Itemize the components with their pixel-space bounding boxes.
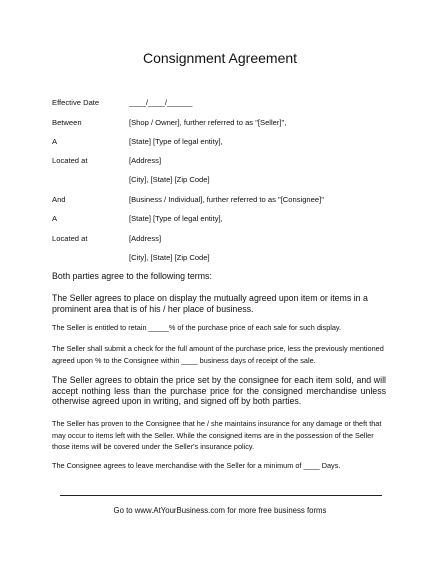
field-value-effective-date: ____/____/______ bbox=[129, 98, 193, 107]
document-title: Consignment Agreement bbox=[142, 50, 298, 66]
clause-insurance: The Seller has proven to the Consignee that he / she maintains insurance for any damage or theft that may occur to items left with the Seller. While the consigned items are in the possession of the Seller those items will be covered under the Seller's insurance policy. bbox=[52, 419, 382, 451]
field-label-a-consignee: A bbox=[52, 214, 58, 223]
field-value-seller-city: [City], [State] [Zip Code] bbox=[129, 175, 210, 184]
field-label-a-seller: A bbox=[52, 137, 58, 146]
field-value-seller-entity: [State] [Type of legal entity], bbox=[129, 137, 223, 146]
clause-minimum-days: The Consignee agrees to leave merchandise with the Seller for a minimum of ____ Days. bbox=[52, 461, 341, 470]
footer-note: Go to www.AtYourBusiness.com for more free business forms bbox=[113, 506, 327, 515]
field-value-seller-address: [Address] bbox=[129, 156, 162, 165]
field-label-and: And bbox=[52, 195, 66, 204]
clause-payment: The Seller shall submit a check for the full amount of the purchase price, less the previously mentioned agreed upon % to the Consignee within ____ business days of receipt of the sale. bbox=[52, 344, 384, 365]
field-label-between: Between bbox=[52, 118, 82, 127]
field-label-located-at-seller: Located at bbox=[52, 156, 88, 165]
footer-divider bbox=[60, 495, 382, 496]
field-value-seller: [Shop / Owner], further referred to as "[Seller]", bbox=[129, 118, 287, 127]
field-label-effective-date: Effective Date bbox=[52, 98, 100, 107]
field-value-consignee-city: [City], [State] [Zip Code] bbox=[129, 253, 210, 262]
field-value-consignee: [Business / Individual], further referred to as "[Consignee]" bbox=[129, 195, 324, 204]
clause-retain-percentage: The Seller is entitled to retain _____% of the purchase price of each sale for such display. bbox=[52, 323, 342, 332]
field-label-located-at-consignee: Located at bbox=[52, 234, 88, 243]
terms-intro: Both parties agree to the following terms: bbox=[52, 271, 212, 281]
clause-price: The Seller agrees to obtain the price set by the consignee for each item sold, and will accept nothing less than the purchase price for the consigned merchandise unless otherwise agreed upon in writing, and signed off by both parties. bbox=[52, 375, 386, 406]
field-value-consignee-entity: [State] [Type of legal entity], bbox=[129, 214, 223, 223]
field-value-consignee-address: [Address] bbox=[129, 234, 162, 243]
clause-display: The Seller agrees to place on display the mutually agreed upon item or items in a prominent area that is of his / her place of business. bbox=[52, 293, 368, 314]
